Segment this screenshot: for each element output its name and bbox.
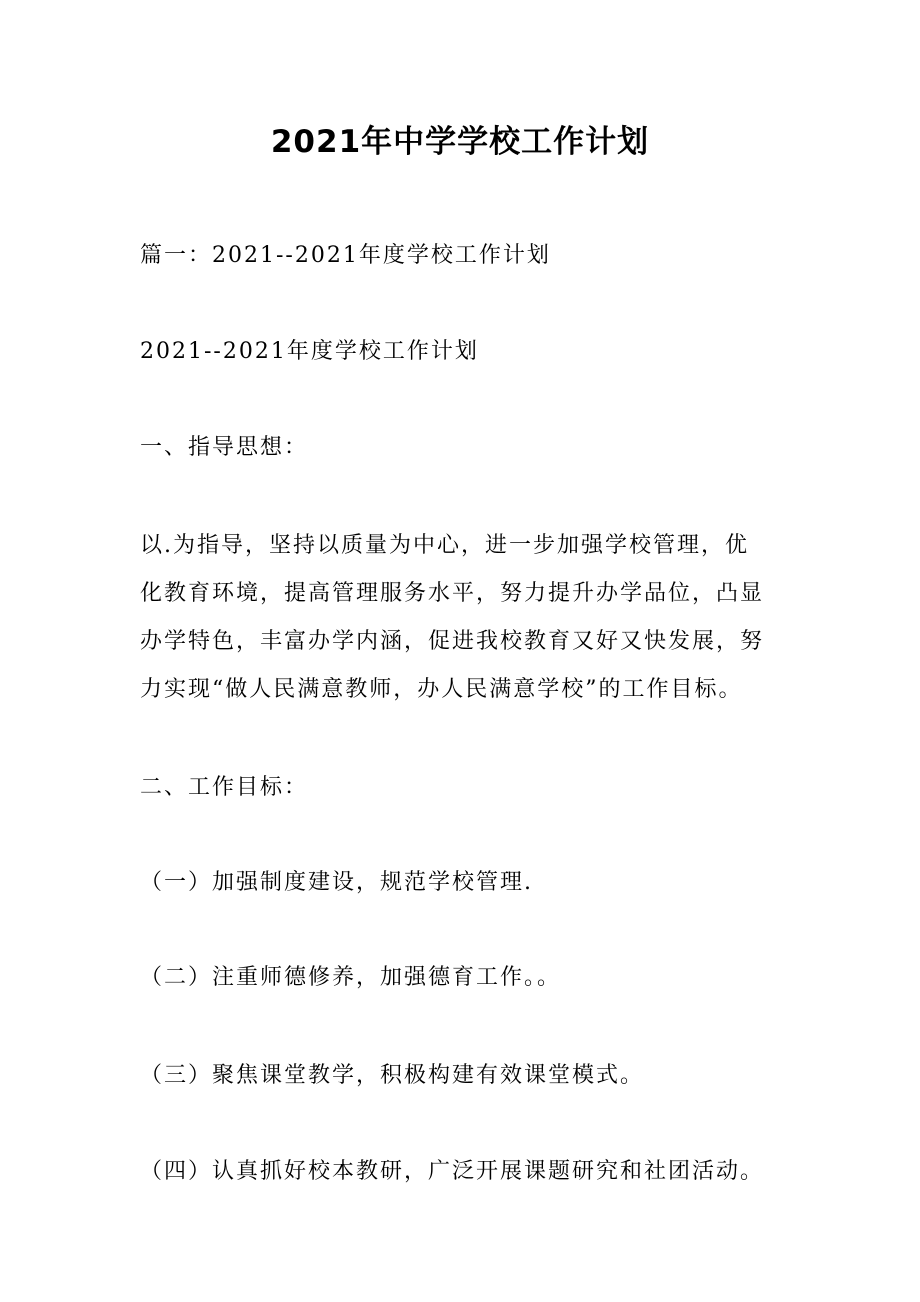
goal-item: （三）聚焦课堂教学，积极构建有效课堂模式。 bbox=[140, 1063, 645, 1088]
part1-body-line: 办学特色，丰富办学内涵，促进我校教育又好又快发展，努 bbox=[140, 629, 765, 654]
goal-item: （四）认真抓好校本教研，广泛开展课题研究和社团活动。 bbox=[140, 1159, 765, 1184]
part1-heading: 一、指导思想： bbox=[140, 435, 309, 460]
part2-heading: 二、工作目标： bbox=[140, 775, 309, 800]
goal-item: （二）注重师德修养，加强德育工作。。 bbox=[140, 965, 562, 990]
goal-item: （一）加强制度建设，规范学校管理. bbox=[140, 870, 533, 895]
sub-title: 2021--2021年度学校工作计划 bbox=[140, 339, 479, 364]
part1-body-line: 化教育环境，提高管理服务水平，努力提升办学品位，凸显 bbox=[140, 581, 765, 606]
section-heading: 篇一：2021--2021年度学校工作计划 bbox=[140, 243, 551, 268]
document-title: 2021年中学学校工作计划 bbox=[270, 124, 650, 160]
part1-body-line: 力实现“做人民满意教师，办人民满意学校”的工作目标。 bbox=[140, 677, 743, 702]
part1-body bbox=[140, 522, 810, 714]
part1-body-line: 以.为指导，坚持以质量为中心，进一步加强学校管理，优 bbox=[140, 533, 749, 558]
